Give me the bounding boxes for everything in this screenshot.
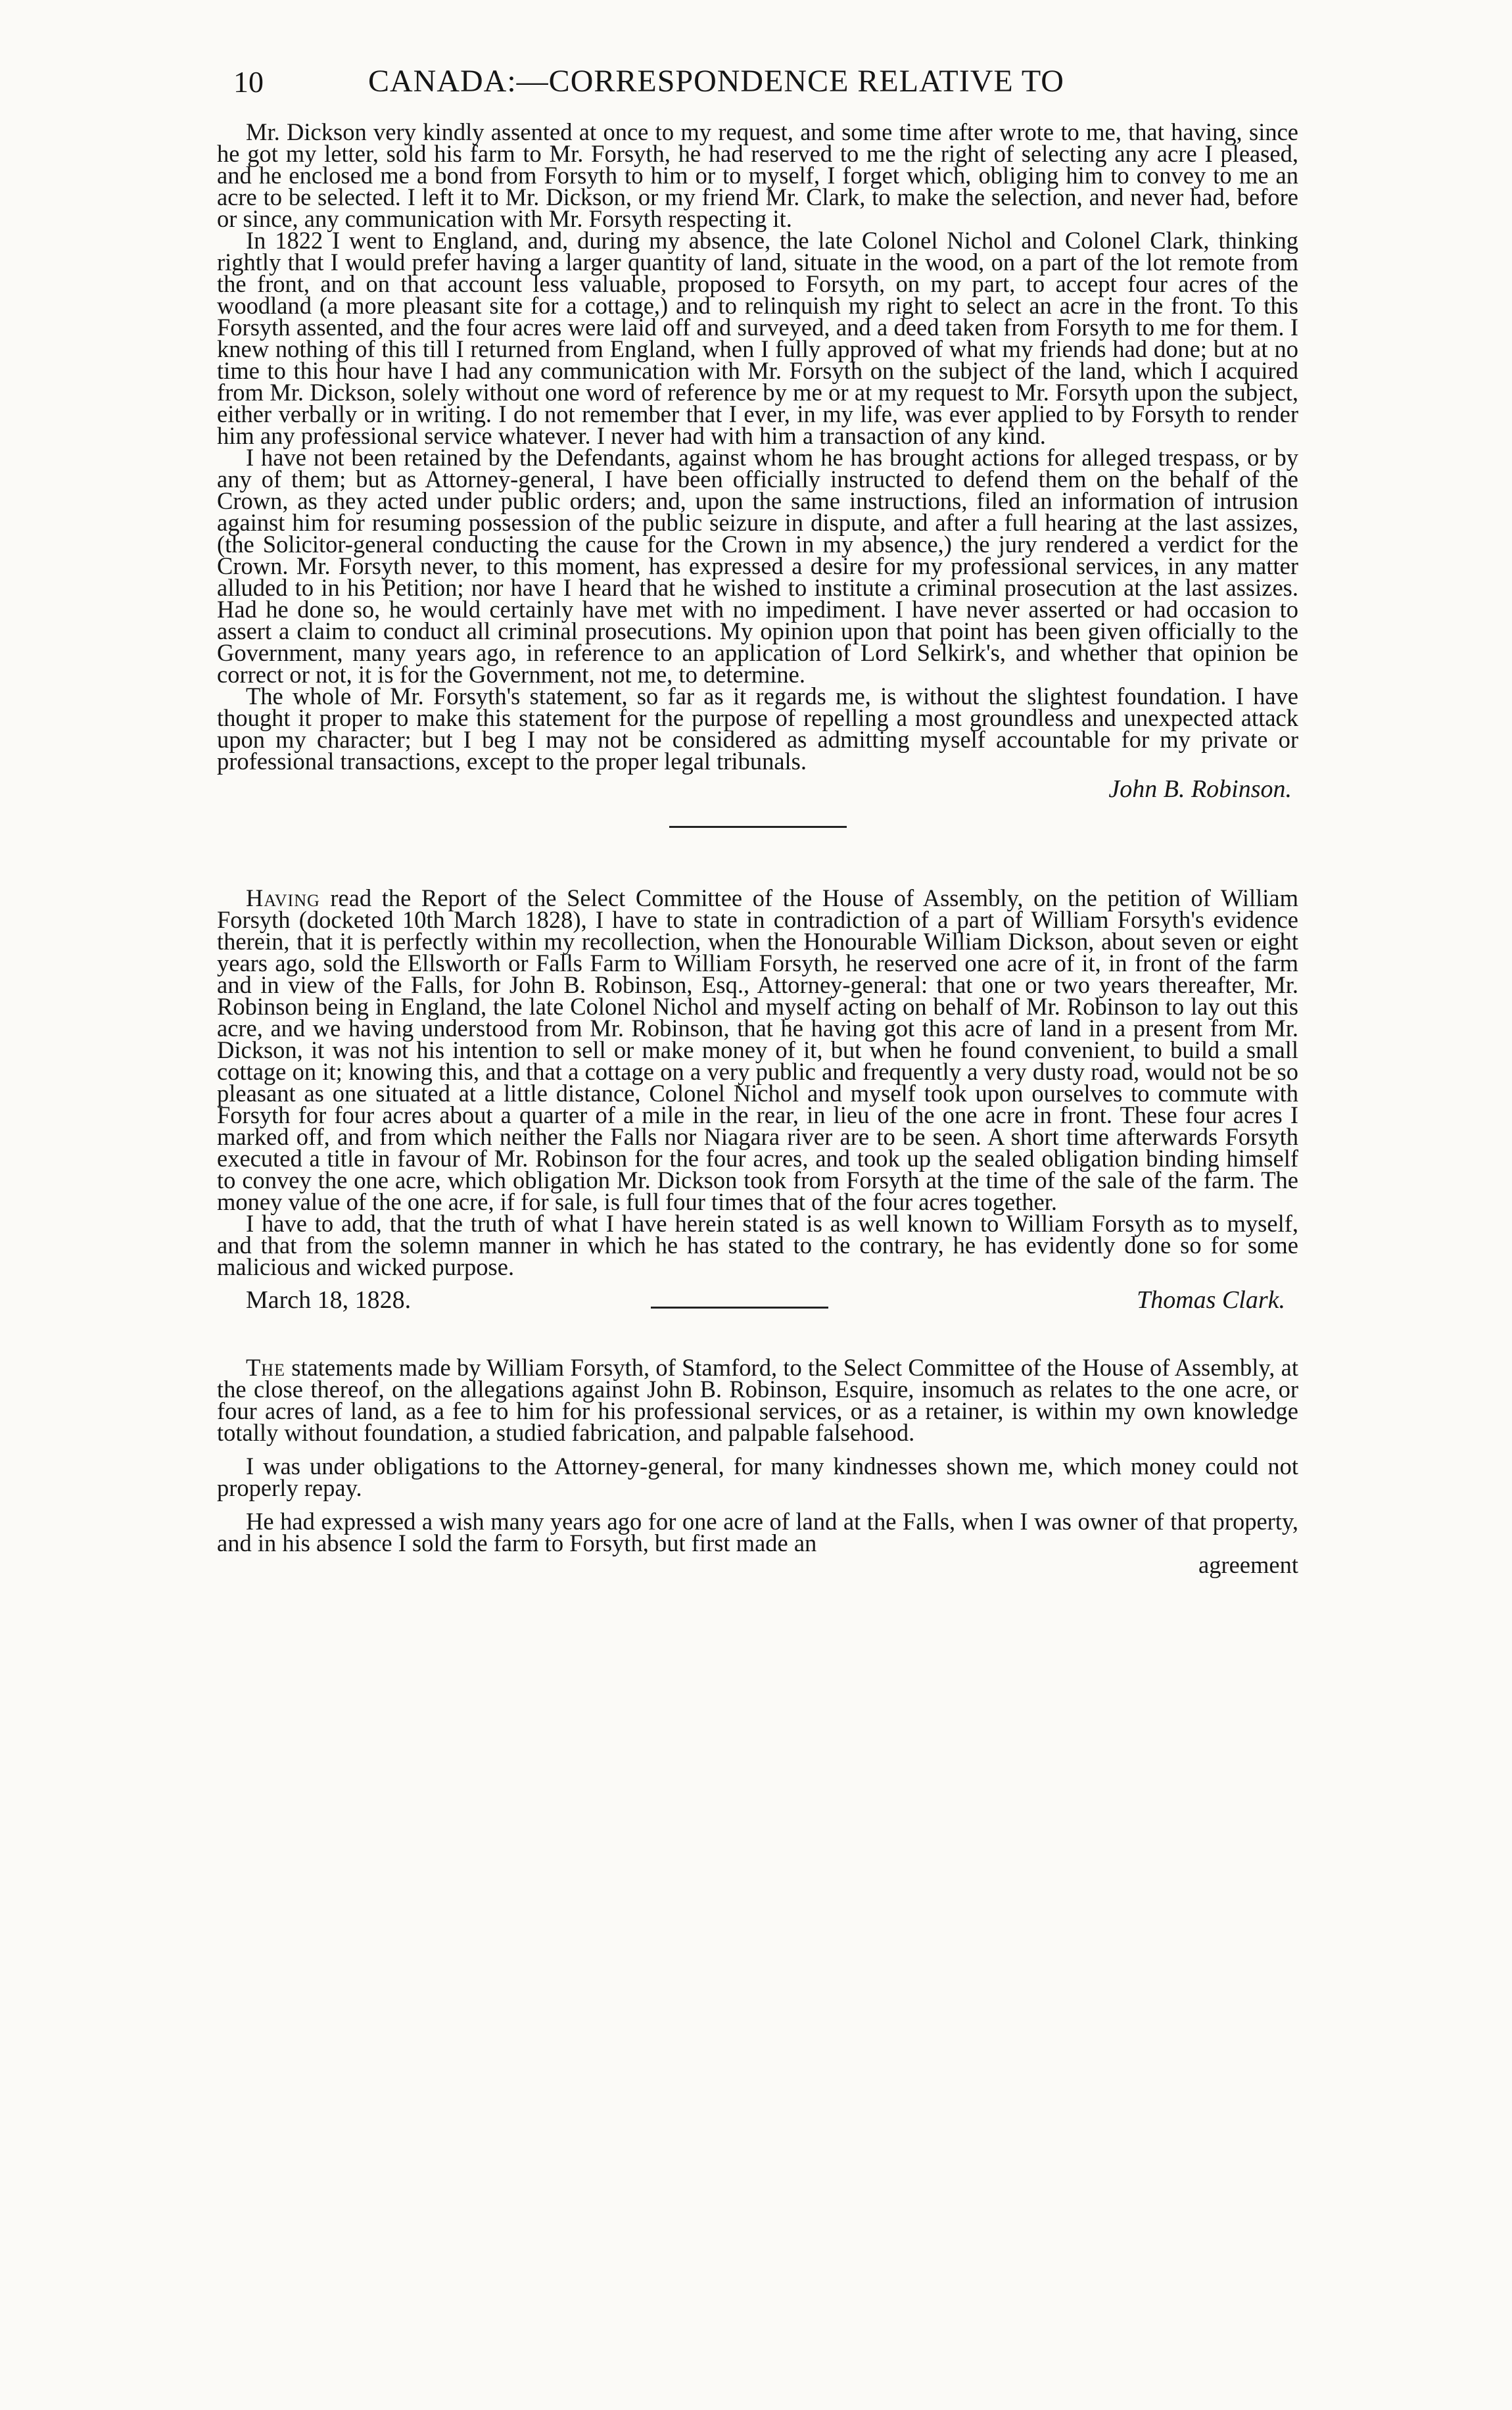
catchword: agreement [1198,1551,1298,1578]
running-head: CANADA:—CORRESPONDENCE RELATIVE TO [368,64,1064,99]
paragraph: I have not been retained by the Defendants, against whom he has brought actions for alleged trespass, or by any of them; but as Attorney-general, I have been officially instructed to defend them on the behalf of the Crown, as they acted under public orders; and, upon the same instructions, filed an information of intrusion against him for resuming possession of the public seizure in dispute, and after a full hearing at the last assizes, (the Solicitor-general conducting the cause for the Crown in my absence,) the jury rendered a verdict for the Crown. Mr. Forsyth never, to this moment, has expressed a desire for my professional services, in any matter alluded to in his Petition; nor have I heard that he wished to institute a criminal prosecution at the last assizes. Had he done so, he would certainly have met with no impediment. I have never asserted or had occasion to assert a claim to conduct all criminal prosecutions. My opinion upon that point has been given officially to the Government, many years ago, in reference to an application of Lord Selkirk's, and whether that opinion be correct or not, it is for the Government, not me, to determine. [217,444,1298,688]
paragraph [217,1354,1298,1446]
third-statement [217,1354,1298,1578]
statement-date: March 18, 1828. [246,1286,412,1314]
section-divider [669,826,847,828]
paragraph: He had expressed a wish many years ago for one acre of land at the Falls, when I was owner of that property, and in his absence I sold the farm to Forsyth, but first made an [217,1508,1298,1556]
robinson-statement [217,118,1298,828]
page-header [217,60,1298,112]
paragraph: In 1822 I went to England, and, during my absence, the late Colonel Nichol and Colonel Clark, thinking rightly that I would prefer having a larger quantity of land, situate in the wood, on a part of the lot remote from the front, and on that account less valuable, proposed to Forsyth, on my part, to accept four acres of the woodland (a more pleasant site for a cottage,) and to relinquish my right to select an acre in the front. To this Forsyth assented, and the four acres were laid off and surveyed, and a deed taken from Forsyth to me for them. I knew nothing of this till I returned from England, when I fully approved of what my friends had done; but at no time to this hour have I had any communication with Mr. Forsyth on the subject of the land, which I acquired from Mr. Dickson, solely without one word of reference by me or at my request to Mr. Forsyth upon the subject, either verbally or in writing. I do not remember that I ever, in my life, was ever applied to by Forsyth to render him any professional service whatever. I never had with him a transaction of any kind. [217,227,1298,449]
clark-statement [217,884,1298,1314]
paragraph [217,884,1298,1215]
section-divider [651,1307,828,1309]
paragraph-text: read the Report of the Select Committee of the House of Assembly, on the petition of William Forsyth (docketed 10th March 1828), I have to state in contradiction of a part of William Forsyth's evidence therein, that it is perfectly within my recollection, when the Honourable William Dickson, about seven or eight years ago, sold the Ellsworth or Falls Farm to William Forsyth, he reserved one acre of it, in front of the farm and in view of the Falls, for John B. Robinson, Esq., Attorney-general: that one or two years thereafter, Mr. Robinson being in England, the late Colonel Nichol and myself acting on behalf of Mr. Robinson to lay out this acre, and we having understood from Mr. Robinson, that he having got this acre of land in a present from Mr. Dickson, it was not his intention to sell or make money of it, but when he found convenient, to build a small cottage on it; knowing this, and that a cottage on a very public and frequently a very dusty road, would not be so pleasant as one situated at a little distance, Colonel Nichol and myself took upon ourselves to commute with Forsyth for four acres about a quarter of a mile in the rear, in lieu of the one acre in front. These four acres I marked off, and from which neither the Falls nor Niagara river are to be seen. A short time afterwards Forsyth executed a title in favour of Mr. Robinson for the four acres, and took up the sealed obligation binding himself to convey the one acre, which obligation Mr. Dickson took from Forsyth at the time of the sale of the farm. The money value of the one acre, if for sale, is full four times that of the four acres together. [217,884,1298,1215]
paragraph: The whole of Mr. Forsyth's statement, so far as it regards me, is without the slightest foundation. I have thought it proper to make this statement for the purpose of repelling a most groundless and unexpected attack upon my character; but I beg I may not be considered as admitting myself accountable for my private or professional transactions, except to the proper legal tribunals. [217,683,1298,775]
date-signature-line [217,1283,1298,1314]
paragraph: Mr. Dickson very kindly assented at once to my request, and some time after wrote to me, that having, since he got my letter, sold his farm to Mr. Forsyth, he had reserved to me the right of selecting any acre I pleased, and he enclosed me a bond from Forsyth to him or to myself, I forget which, obliging him to convey to me an acre to be selected. I left it to Mr. Dickson, or my friend Mr. Clark, to make the selection, and never had, before or since, any communication with Mr. Forsyth respecting it. [217,118,1298,232]
signature-clark: Thomas Clark. [1137,1286,1285,1314]
paragraph-text: statements made by William Forsyth, of Stamford, to the Select Committee of the House of Assembly, at the close thereof, on the allegations against John B. Robinson, Esquire, insomuch as relates to the one acre, or four acres of land, as a fee to him for his professional services, or as a retainer, is within my own knowledge totally without foundation, a studied fabrication, and palpable falsehood. [217,1354,1298,1446]
paragraph: I have to add, that the truth of what I have herein stated is as well known to William Forsyth as to myself, and that from the solemn manner in which he has stated to the contrary, he has evidently done so for some malicious and wicked purpose. [217,1210,1298,1280]
paragraph: I was under obligations to the Attorney-general, for many kindnesses shown me, which money could not properly repay. [217,1453,1298,1501]
lead-word: The [246,1354,285,1381]
page-number: 10 [233,65,264,99]
signature-robinson: John B. Robinson. [1108,775,1292,803]
lead-word: Having [246,884,320,911]
